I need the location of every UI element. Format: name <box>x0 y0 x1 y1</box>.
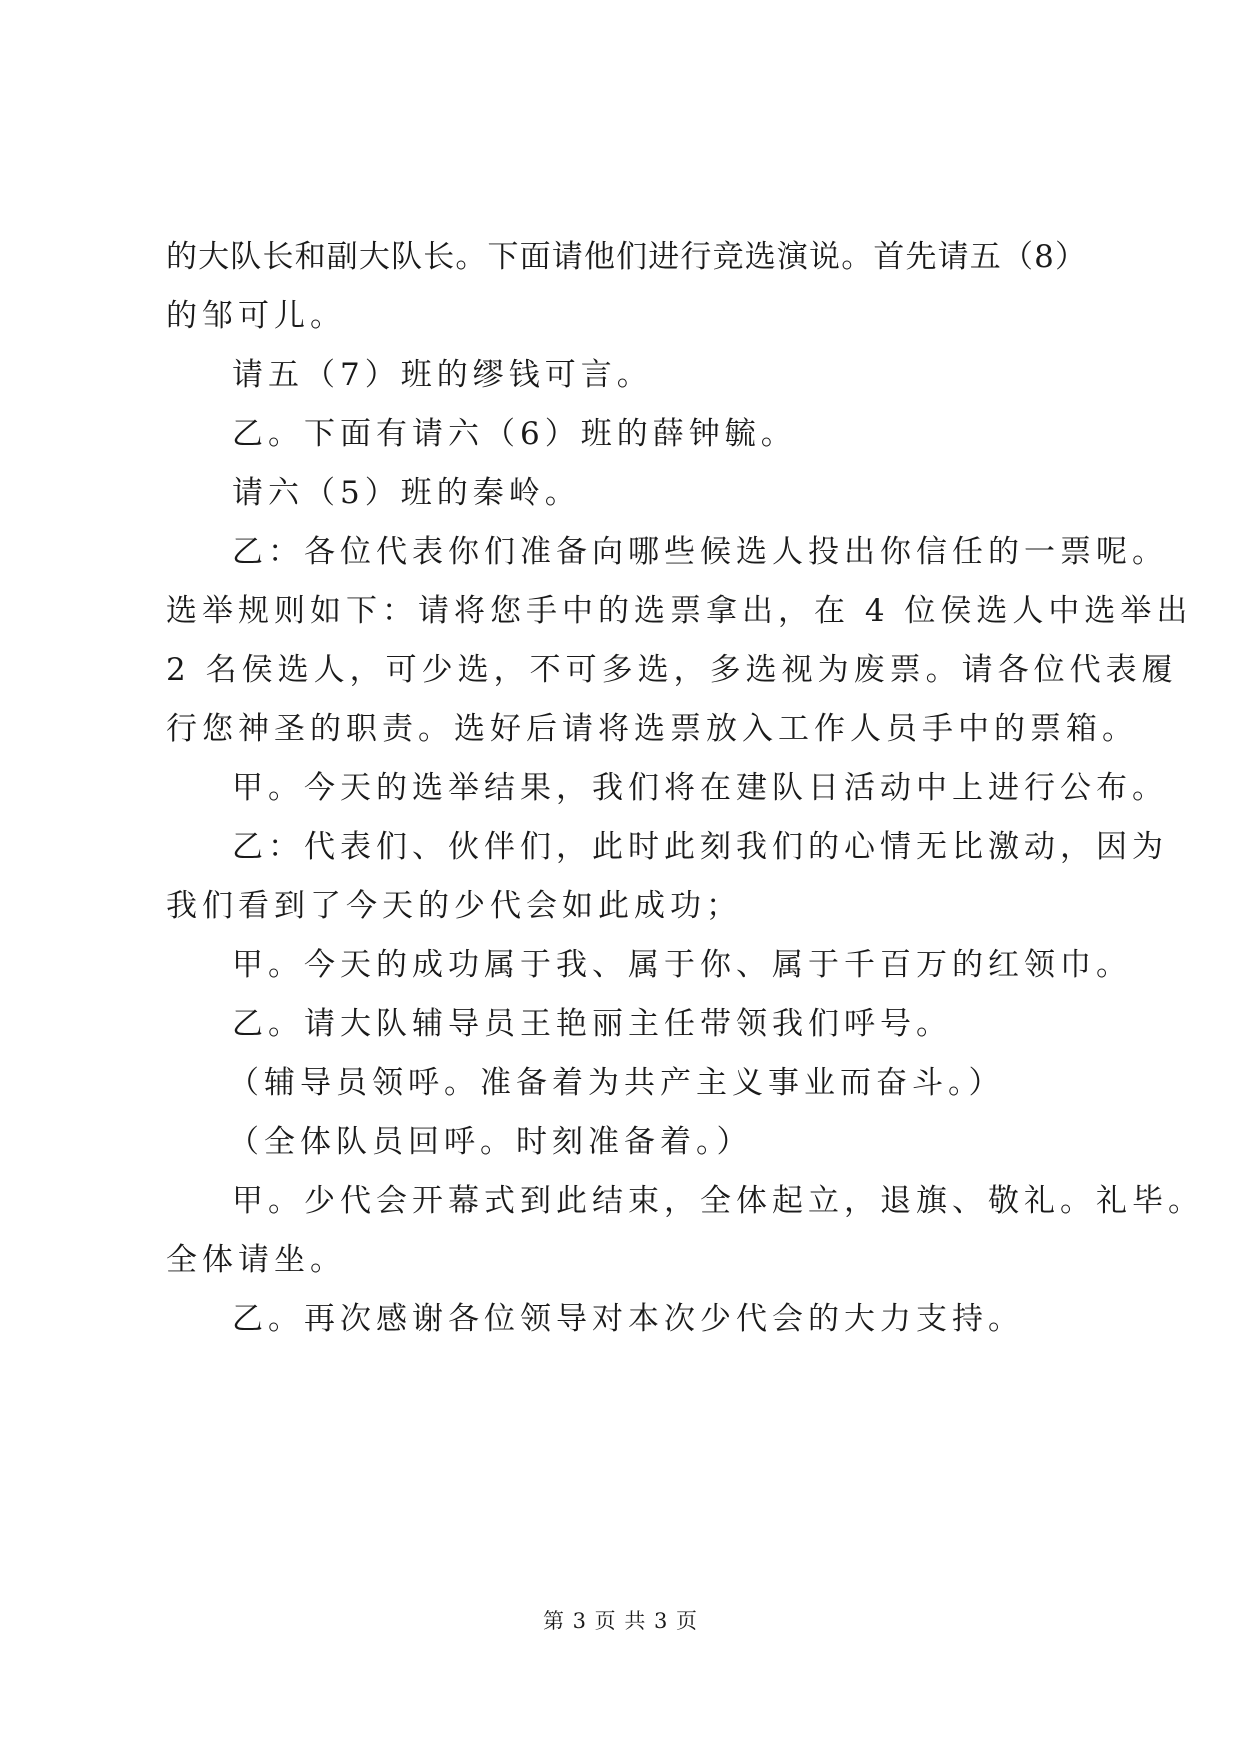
text-line: 的邹可儿。 <box>166 298 346 334</box>
text-line: （全体队员回呼。时刻准备着。） <box>228 1124 753 1160</box>
text-line: 选举规则如下：请将您手中的选票拿出，在 4 位侯选人中选举出 <box>166 593 1193 629</box>
text-line: （辅导员领呼。准备着为共产主义事业而奋斗。） <box>228 1065 1005 1101</box>
text-line: 甲。今天的选举结果，我们将在建队日活动中上进行公布。 <box>232 770 1168 806</box>
text-line: 全体请坐。 <box>166 1242 346 1278</box>
page-number-footer: 第 3 页 共 3 页 <box>542 1609 699 1633</box>
text-line: 乙。下面有请六（6）班的薛钟毓。 <box>232 416 797 452</box>
text-line: 我们看到了今天的少代会如此成功； <box>166 888 742 924</box>
text-line: 甲。少代会开幕式到此结束，全体起立，退旗、敬礼。礼毕。 <box>232 1183 1204 1219</box>
text-line: 行您神圣的职责。选好后请将选票放入工作人员手中的票箱。 <box>166 711 1138 747</box>
document-body <box>166 228 1204 1349</box>
text-line: 2 名侯选人，可少选，不可多选，多选视为废票。请各位代表履 <box>166 652 1178 688</box>
text-line: 乙。请大队辅导员王艳丽主任带领我们呼号。 <box>232 1006 952 1042</box>
text-line: 乙：代表们、伙伴们，此时此刻我们的心情无比激动，因为 <box>232 829 1168 865</box>
text-line: 请六（5）班的秦岭。 <box>232 475 581 511</box>
text-line: 请五（7）班的缪钱可言。 <box>232 357 653 393</box>
text-line: 乙。再次感谢各位领导对本次少代会的大力支持。 <box>232 1301 1024 1337</box>
text-line: 的大队长和副大队长。下面请他们进行竞选演说。首先请五（8） <box>166 239 1086 275</box>
text-line: 乙：各位代表你们准备向哪些候选人投出你信任的一票呢。 <box>232 534 1168 570</box>
text-line: 甲。今天的成功属于我、属于你、属于千百万的红领巾。 <box>232 947 1132 983</box>
